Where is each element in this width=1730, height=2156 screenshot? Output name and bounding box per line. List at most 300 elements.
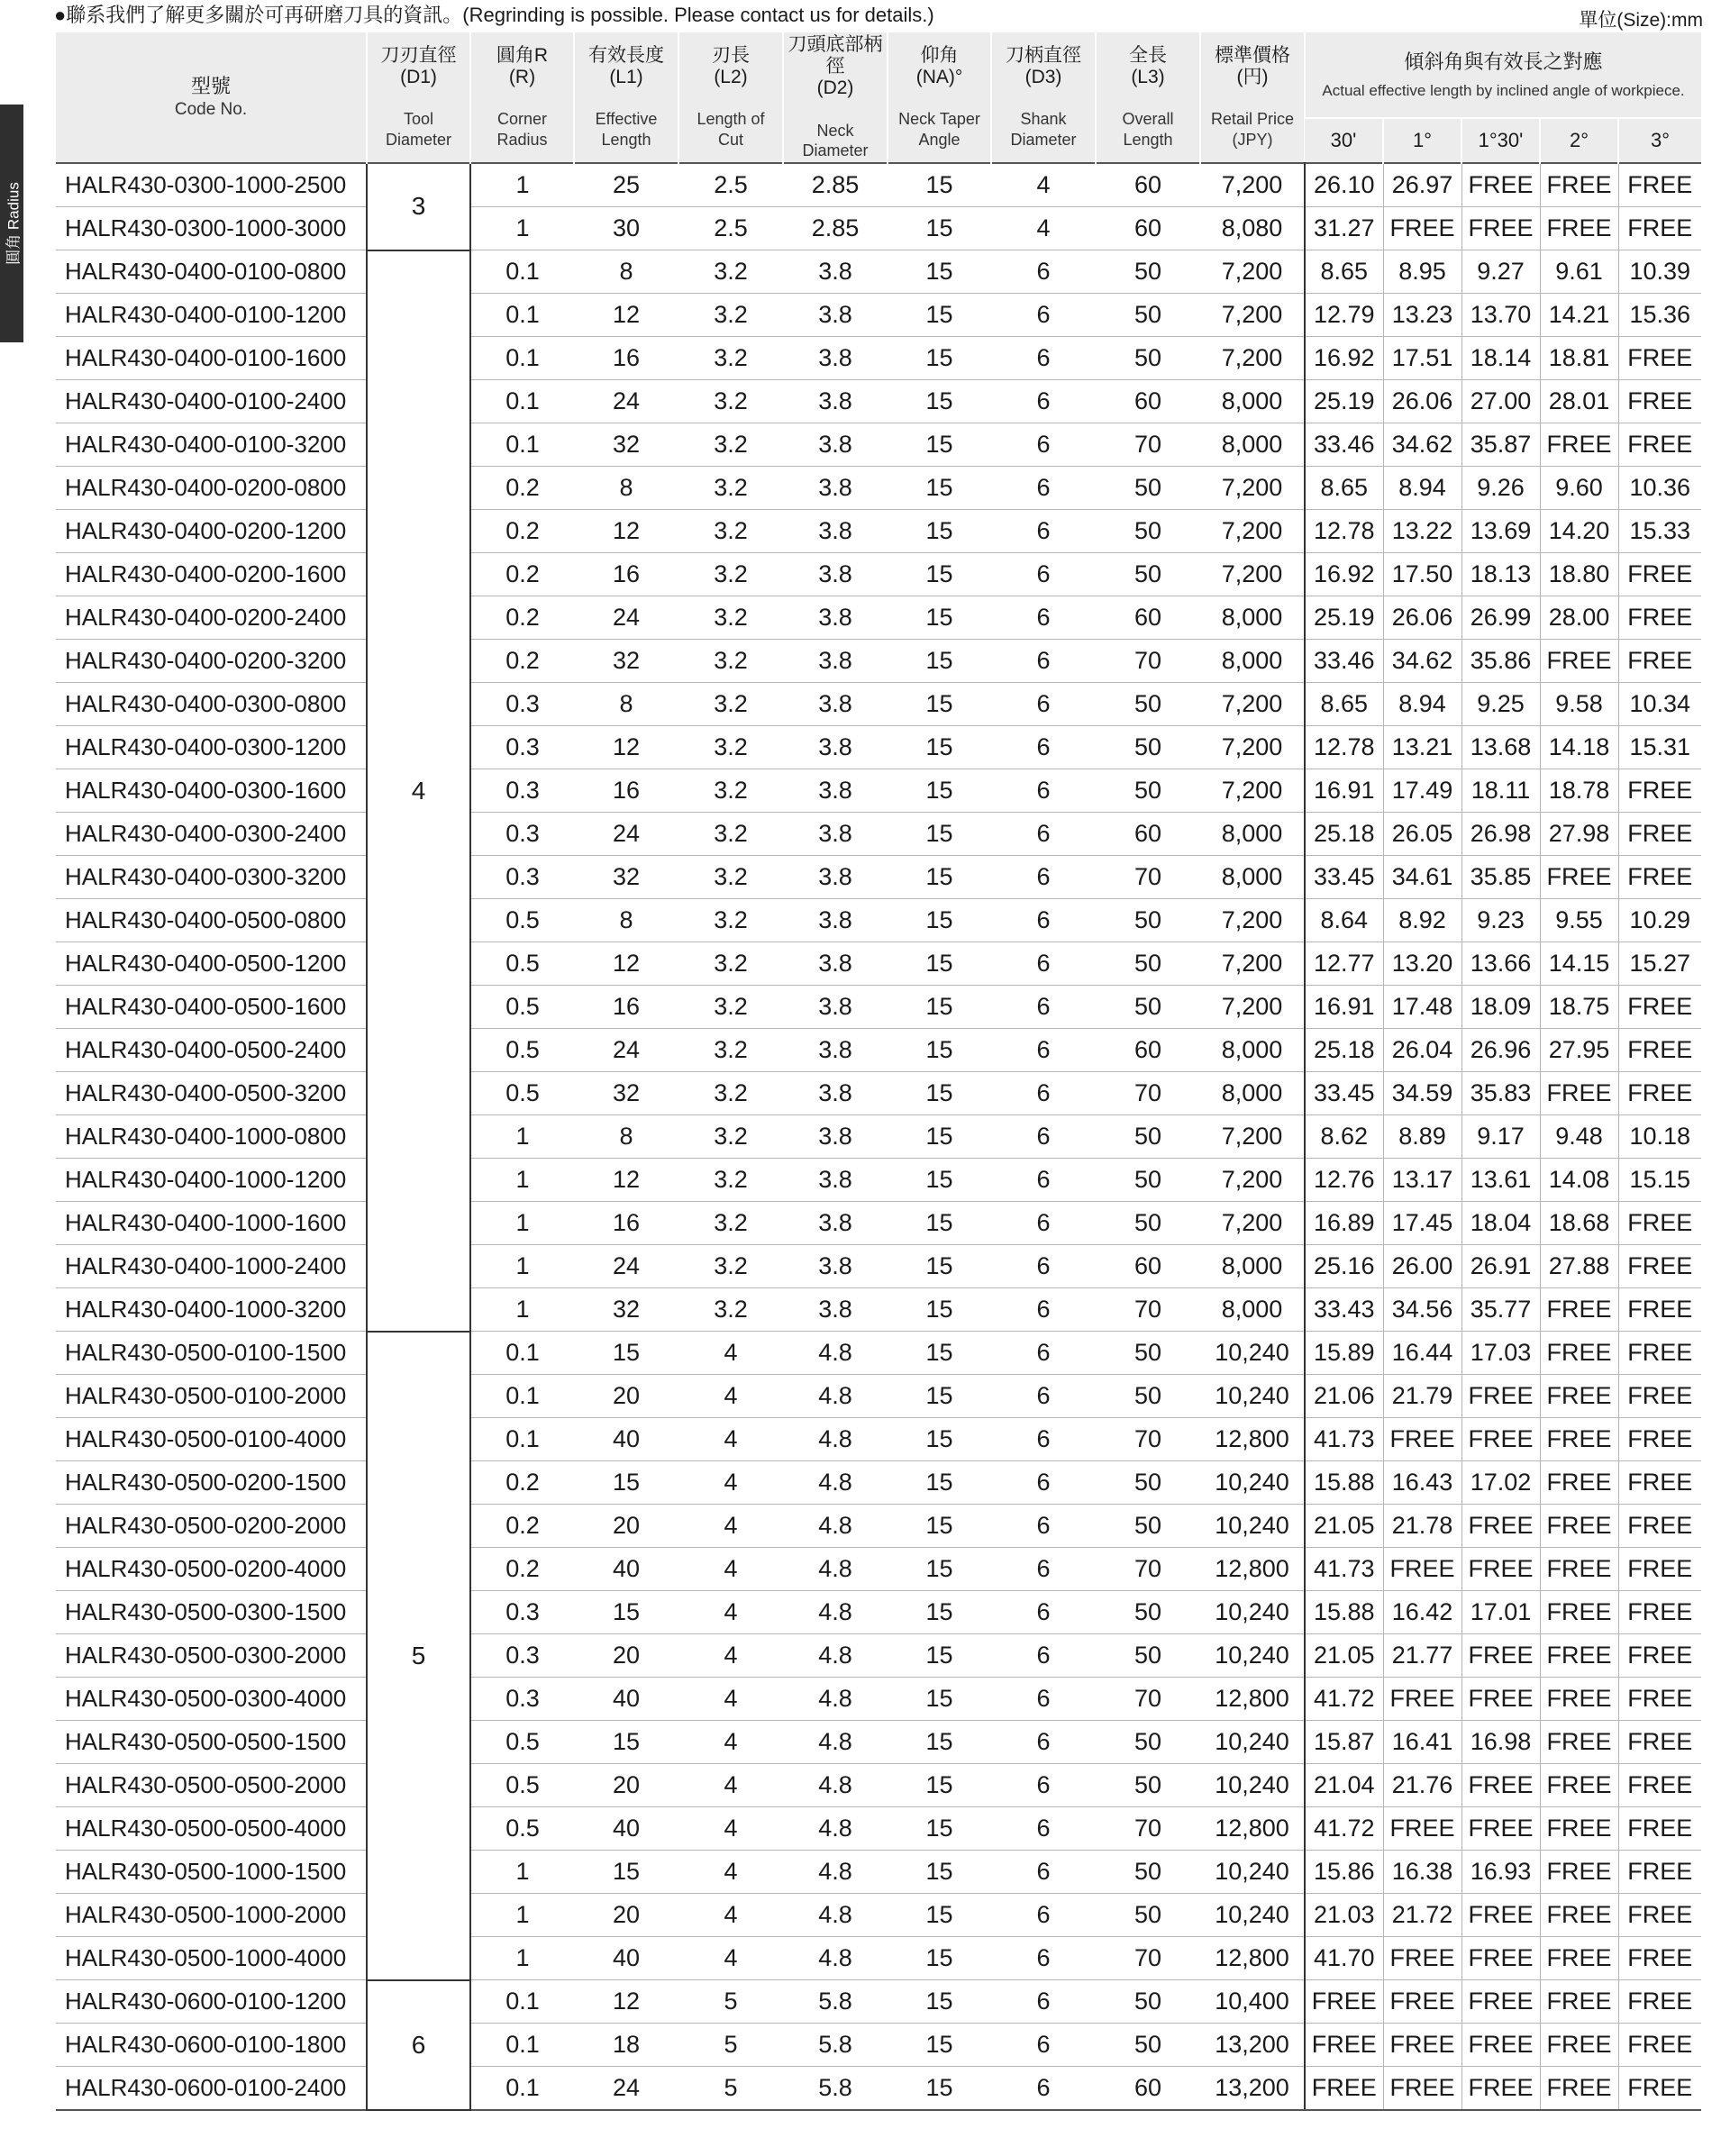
eff-len-3deg-cell: FREE [1618, 1807, 1701, 1851]
eff-len-1deg-cell: 16.42 [1383, 1591, 1461, 1634]
eff-len-1deg-cell: 8.89 [1383, 1115, 1461, 1159]
effective-length-cell: 24 [574, 1245, 678, 1288]
neck-taper-angle-cell: 15 [888, 1375, 991, 1418]
corner-radius-cell: 0.2 [470, 596, 574, 640]
eff-len-30min-cell: FREE [1305, 2067, 1383, 2111]
overall-length-cell: 50 [1096, 1894, 1200, 1937]
shank-diameter-cell: 6 [991, 1894, 1096, 1937]
code-cell: HALR430-0500-0300-2000 [56, 1634, 367, 1678]
code-cell: HALR430-0400-0300-2400 [56, 813, 367, 856]
eff-len-1deg-cell: 21.79 [1383, 1375, 1461, 1418]
corner-radius-cell: 0.5 [470, 899, 574, 942]
neck-diameter-cell: 3.8 [783, 1245, 888, 1288]
eff-len-1deg-cell: FREE [1383, 1980, 1461, 2024]
neck-diameter-cell: 4.8 [783, 1764, 888, 1807]
retail-price-cell: 7,200 [1200, 1202, 1305, 1245]
retail-price-cell: 7,200 [1200, 467, 1305, 510]
eff-len-1deg30min-cell: FREE [1461, 1418, 1540, 1461]
neck-taper-angle-cell: 15 [888, 596, 991, 640]
eff-len-2deg-cell: FREE [1540, 1807, 1618, 1851]
retail-price-cell: 8,000 [1200, 1245, 1305, 1288]
eff-len-1deg30min-cell: 13.68 [1461, 726, 1540, 769]
effective-length-cell: 40 [574, 1807, 678, 1851]
code-cell: HALR430-0500-1000-1500 [56, 1851, 367, 1894]
table-row [56, 1678, 1701, 1721]
eff-len-2deg-cell: 18.80 [1540, 553, 1618, 596]
eff-len-2deg-cell: FREE [1540, 163, 1618, 207]
corner-radius-cell: 0.5 [470, 1029, 574, 1072]
neck-taper-angle-cell: 15 [888, 1980, 991, 2024]
effective-length-cell: 32 [574, 1288, 678, 1332]
eff-len-30min-cell: 21.05 [1305, 1505, 1383, 1548]
effective-length-cell: 8 [574, 1115, 678, 1159]
eff-len-3deg-cell: 15.15 [1618, 1159, 1701, 1202]
length-of-cut-cell: 3.2 [678, 1159, 783, 1202]
neck-diameter-cell: 3.8 [783, 510, 888, 553]
shank-diameter-cell: 6 [991, 1115, 1096, 1159]
eff-len-1deg30min-cell: 9.27 [1461, 250, 1540, 294]
length-of-cut-cell: 4 [678, 1678, 783, 1721]
neck-taper-angle-cell: 15 [888, 640, 991, 683]
corner-radius-cell: 0.3 [470, 1634, 574, 1678]
corner-radius-cell: 0.2 [470, 640, 574, 683]
eff-len-2deg-cell: 9.61 [1540, 250, 1618, 294]
eff-len-1deg30min-cell: 9.23 [1461, 899, 1540, 942]
shank-diameter-cell: 6 [991, 467, 1096, 510]
retail-price-cell: 12,800 [1200, 1418, 1305, 1461]
corner-radius-cell: 0.3 [470, 683, 574, 726]
table-row [56, 1548, 1701, 1591]
effective-length-cell: 8 [574, 899, 678, 942]
neck-taper-angle-cell: 15 [888, 1332, 991, 1375]
eff-len-30min-cell: 8.62 [1305, 1115, 1383, 1159]
table-row [56, 1634, 1701, 1678]
eff-len-2deg-cell: 27.98 [1540, 813, 1618, 856]
length-of-cut-cell: 4 [678, 1764, 783, 1807]
eff-len-1deg30min-cell: 17.02 [1461, 1461, 1540, 1505]
table-row [56, 726, 1701, 769]
shank-diameter-cell: 6 [991, 1461, 1096, 1505]
table-row [56, 1332, 1701, 1375]
corner-radius-cell: 0.2 [470, 1505, 574, 1548]
eff-len-2deg-cell: FREE [1540, 1072, 1618, 1115]
corner-radius-cell: 0.2 [470, 467, 574, 510]
eff-len-1deg30min-cell: 35.77 [1461, 1288, 1540, 1332]
neck-taper-angle-cell: 15 [888, 856, 991, 899]
eff-len-1deg-cell: 8.94 [1383, 683, 1461, 726]
shank-diameter-cell: 6 [991, 942, 1096, 986]
effective-length-cell: 24 [574, 1029, 678, 1072]
neck-taper-angle-cell: 15 [888, 1505, 991, 1548]
effective-length-cell: 12 [574, 294, 678, 337]
length-of-cut-cell: 3.2 [678, 683, 783, 726]
eff-len-2deg-cell: FREE [1540, 2024, 1618, 2067]
effective-length-cell: 20 [574, 1375, 678, 1418]
code-cell: HALR430-0400-0100-1200 [56, 294, 367, 337]
eff-len-1deg30min-cell: 13.70 [1461, 294, 1540, 337]
neck-diameter-cell: 3.8 [783, 899, 888, 942]
eff-len-1deg30min-cell: 9.26 [1461, 467, 1540, 510]
effective-length-cell: 15 [574, 1461, 678, 1505]
code-cell: HALR430-0500-0500-4000 [56, 1807, 367, 1851]
eff-len-30min-cell: 21.04 [1305, 1764, 1383, 1807]
neck-diameter-cell: 4.8 [783, 1332, 888, 1375]
eff-len-30min-cell: 12.78 [1305, 726, 1383, 769]
overall-length-cell: 50 [1096, 1980, 1200, 2024]
eff-len-30min-cell: 16.91 [1305, 769, 1383, 813]
eff-len-30min-cell: 25.18 [1305, 1029, 1383, 1072]
eff-len-30min-cell: 33.46 [1305, 640, 1383, 683]
eff-len-1deg30min-cell: FREE [1461, 1678, 1540, 1721]
retail-price-cell: 8,000 [1200, 380, 1305, 423]
effective-length-cell: 30 [574, 207, 678, 250]
shank-diameter-cell: 6 [991, 510, 1096, 553]
eff-len-1deg30min-cell: 9.25 [1461, 683, 1540, 726]
table-row [56, 2024, 1701, 2067]
corner-radius-cell: 1 [470, 1851, 574, 1894]
eff-len-1deg30min-cell: 35.87 [1461, 423, 1540, 467]
eff-len-2deg-cell: FREE [1540, 1634, 1618, 1678]
neck-taper-angle-cell: 15 [888, 1418, 991, 1461]
eff-len-1deg30min-cell: 18.14 [1461, 337, 1540, 380]
eff-len-1deg-cell: 26.06 [1383, 380, 1461, 423]
eff-len-30min-cell: 8.65 [1305, 683, 1383, 726]
eff-len-2deg-cell: FREE [1540, 1505, 1618, 1548]
corner-radius-cell: 0.1 [470, 2067, 574, 2111]
table-row [56, 1721, 1701, 1764]
eff-len-2deg-cell: FREE [1540, 1375, 1618, 1418]
effective-length-cell: 20 [574, 1894, 678, 1937]
length-of-cut-cell: 5 [678, 1980, 783, 2024]
length-of-cut-cell: 3.2 [678, 553, 783, 596]
overall-length-cell: 70 [1096, 1807, 1200, 1851]
neck-diameter-cell: 5.8 [783, 1980, 888, 2024]
code-cell: HALR430-0400-0100-0800 [56, 250, 367, 294]
table-row [56, 986, 1701, 1029]
neck-diameter-cell: 4.8 [783, 1678, 888, 1721]
retail-price-cell: 12,800 [1200, 1937, 1305, 1980]
overall-length-cell: 50 [1096, 1721, 1200, 1764]
neck-taper-angle-cell: 15 [888, 2024, 991, 2067]
neck-taper-angle-cell: 15 [888, 380, 991, 423]
length-of-cut-cell: 3.2 [678, 986, 783, 1029]
eff-len-1deg30min-cell: FREE [1461, 163, 1540, 207]
eff-len-1deg-cell: 26.04 [1383, 1029, 1461, 1072]
table-row [56, 640, 1701, 683]
retail-price-cell: 10,240 [1200, 1332, 1305, 1375]
eff-len-1deg30min-cell: 13.61 [1461, 1159, 1540, 1202]
length-of-cut-cell: 3.2 [678, 769, 783, 813]
length-of-cut-cell: 3.2 [678, 337, 783, 380]
overall-length-cell: 70 [1096, 1678, 1200, 1721]
eff-len-3deg-cell: FREE [1618, 553, 1701, 596]
eff-len-3deg-cell: FREE [1618, 596, 1701, 640]
code-cell: HALR430-0400-1000-2400 [56, 1245, 367, 1288]
neck-diameter-cell: 3.8 [783, 467, 888, 510]
effective-length-cell: 24 [574, 596, 678, 640]
overall-length-cell: 60 [1096, 1245, 1200, 1288]
neck-taper-angle-cell: 15 [888, 899, 991, 942]
retail-price-cell: 10,240 [1200, 1505, 1305, 1548]
length-of-cut-cell: 3.2 [678, 510, 783, 553]
overall-length-cell: 60 [1096, 380, 1200, 423]
eff-len-2deg-cell: FREE [1540, 1288, 1618, 1332]
neck-diameter-cell: 3.8 [783, 1115, 888, 1159]
effective-length-cell: 20 [574, 1505, 678, 1548]
eff-len-2deg-cell: FREE [1540, 640, 1618, 683]
effective-length-cell: 16 [574, 1202, 678, 1245]
eff-len-3deg-cell: FREE [1618, 163, 1701, 207]
neck-taper-angle-cell: 15 [888, 942, 991, 986]
eff-len-3deg-cell: FREE [1618, 1980, 1701, 2024]
eff-len-1deg30min-cell: FREE [1461, 207, 1540, 250]
length-of-cut-cell: 4 [678, 1375, 783, 1418]
corner-radius-cell: 1 [470, 1159, 574, 1202]
table-row [56, 1980, 1701, 2024]
length-of-cut-cell: 3.2 [678, 1029, 783, 1072]
neck-diameter-cell: 3.8 [783, 640, 888, 683]
effective-length-cell: 32 [574, 1072, 678, 1115]
corner-radius-cell: 0.1 [470, 1332, 574, 1375]
eff-len-1deg30min-cell: 17.01 [1461, 1591, 1540, 1634]
code-cell: HALR430-0500-0100-1500 [56, 1332, 367, 1375]
retail-price-cell: 7,200 [1200, 683, 1305, 726]
unit-label: 單位(Size):mm [1579, 10, 1703, 31]
shank-diameter-cell: 6 [991, 813, 1096, 856]
retail-price-cell: 7,200 [1200, 1159, 1305, 1202]
shank-diameter-cell: 6 [991, 2024, 1096, 2067]
overall-length-cell: 50 [1096, 510, 1200, 553]
overall-length-cell: 50 [1096, 1764, 1200, 1807]
code-cell: HALR430-0400-0100-1600 [56, 337, 367, 380]
shank-diameter-cell: 6 [991, 1505, 1096, 1548]
eff-len-1deg30min-cell: FREE [1461, 1634, 1540, 1678]
effective-length-cell: 12 [574, 726, 678, 769]
eff-len-1deg-cell: 21.76 [1383, 1764, 1461, 1807]
neck-diameter-cell: 3.8 [783, 1159, 888, 1202]
neck-diameter-cell: 4.8 [783, 1851, 888, 1894]
retail-price-cell: 7,200 [1200, 769, 1305, 813]
neck-taper-angle-cell: 15 [888, 553, 991, 596]
neck-taper-angle-cell: 15 [888, 726, 991, 769]
eff-len-3deg-cell: 10.39 [1618, 250, 1701, 294]
shank-diameter-cell: 6 [991, 1634, 1096, 1678]
neck-diameter-cell: 3.8 [783, 1072, 888, 1115]
eff-len-1deg30min-cell: 16.93 [1461, 1851, 1540, 1894]
shank-diameter-cell: 6 [991, 899, 1096, 942]
table-row [56, 683, 1701, 726]
eff-len-30min-cell: 41.72 [1305, 1807, 1383, 1851]
eff-len-30min-cell: 8.65 [1305, 250, 1383, 294]
effective-length-cell: 8 [574, 250, 678, 294]
eff-len-3deg-cell: FREE [1618, 640, 1701, 683]
overall-length-cell: 50 [1096, 1461, 1200, 1505]
corner-radius-cell: 0.1 [470, 294, 574, 337]
eff-len-1deg-cell: FREE [1383, 207, 1461, 250]
eff-len-1deg30min-cell: 18.11 [1461, 769, 1540, 813]
eff-len-30min-cell: 12.79 [1305, 294, 1383, 337]
overall-length-cell: 70 [1096, 1288, 1200, 1332]
shank-diameter-cell: 6 [991, 1332, 1096, 1375]
header-angle-3deg: 3° [1618, 118, 1701, 163]
length-of-cut-cell: 3.2 [678, 856, 783, 899]
shank-diameter-cell: 4 [991, 207, 1096, 250]
eff-len-30min-cell: 15.87 [1305, 1721, 1383, 1764]
eff-len-1deg-cell: FREE [1383, 2024, 1461, 2067]
neck-taper-angle-cell: 15 [888, 1721, 991, 1764]
eff-len-1deg-cell: 21.78 [1383, 1505, 1461, 1548]
eff-len-1deg30min-cell: 9.17 [1461, 1115, 1540, 1159]
eff-len-2deg-cell: 9.60 [1540, 467, 1618, 510]
corner-radius-cell: 0.5 [470, 1807, 574, 1851]
retail-price-cell: 8,000 [1200, 596, 1305, 640]
header-shank-diameter: 刀柄直徑 (D3) Shank Diameter [991, 32, 1096, 163]
eff-len-1deg-cell: FREE [1383, 1548, 1461, 1591]
length-of-cut-cell: 4 [678, 1851, 783, 1894]
eff-len-1deg-cell: 26.05 [1383, 813, 1461, 856]
effective-length-cell: 20 [574, 1634, 678, 1678]
eff-len-1deg-cell: 26.06 [1383, 596, 1461, 640]
code-cell: HALR430-0400-0200-1600 [56, 553, 367, 596]
overall-length-cell: 50 [1096, 2024, 1200, 2067]
eff-len-1deg-cell: FREE [1383, 1418, 1461, 1461]
shank-diameter-cell: 6 [991, 294, 1096, 337]
length-of-cut-cell: 3.2 [678, 1245, 783, 1288]
overall-length-cell: 50 [1096, 1634, 1200, 1678]
shank-diameter-cell: 6 [991, 1721, 1096, 1764]
eff-len-1deg30min-cell: 16.98 [1461, 1721, 1540, 1764]
overall-length-cell: 50 [1096, 1202, 1200, 1245]
effective-length-cell: 18 [574, 2024, 678, 2067]
corner-radius-cell: 0.1 [470, 380, 574, 423]
retail-price-cell: 7,200 [1200, 1115, 1305, 1159]
eff-len-3deg-cell: FREE [1618, 1721, 1701, 1764]
tool-diameter-cell: 5 [367, 1332, 470, 1980]
overall-length-cell: 50 [1096, 1115, 1200, 1159]
eff-len-1deg30min-cell: FREE [1461, 1894, 1540, 1937]
eff-len-1deg-cell: 13.17 [1383, 1159, 1461, 1202]
neck-diameter-cell: 3.8 [783, 553, 888, 596]
neck-taper-angle-cell: 15 [888, 813, 991, 856]
effective-length-cell: 25 [574, 163, 678, 207]
corner-radius-cell: 0.1 [470, 1980, 574, 2024]
eff-len-1deg-cell: FREE [1383, 2067, 1461, 2111]
code-cell: HALR430-0400-0200-1200 [56, 510, 367, 553]
neck-taper-angle-cell: 15 [888, 207, 991, 250]
neck-taper-angle-cell: 15 [888, 1159, 991, 1202]
regrinding-note: ●聯系我們了解更多關於可再研磨刀具的資訊。(Regrinding is possible. Please contact us for details.) [54, 4, 934, 26]
code-cell: HALR430-0400-0500-3200 [56, 1072, 367, 1115]
shank-diameter-cell: 6 [991, 1678, 1096, 1721]
neck-diameter-cell: 4.8 [783, 1634, 888, 1678]
retail-price-cell: 10,240 [1200, 1721, 1305, 1764]
overall-length-cell: 50 [1096, 1375, 1200, 1418]
eff-len-1deg-cell: 13.23 [1383, 294, 1461, 337]
eff-len-30min-cell: 26.10 [1305, 163, 1383, 207]
neck-taper-angle-cell: 15 [888, 1851, 991, 1894]
eff-len-3deg-cell: FREE [1618, 1418, 1701, 1461]
retail-price-cell: 7,200 [1200, 899, 1305, 942]
eff-len-1deg-cell: 16.38 [1383, 1851, 1461, 1894]
neck-diameter-cell: 3.8 [783, 1202, 888, 1245]
code-cell: HALR430-0500-1000-2000 [56, 1894, 367, 1937]
corner-radius-cell: 1 [470, 1894, 574, 1937]
eff-len-1deg30min-cell: FREE [1461, 1548, 1540, 1591]
eff-len-1deg-cell: 13.22 [1383, 510, 1461, 553]
eff-len-1deg30min-cell: 27.00 [1461, 380, 1540, 423]
table-row [56, 1505, 1701, 1548]
shank-diameter-cell: 6 [991, 596, 1096, 640]
corner-radius-cell: 0.2 [470, 1548, 574, 1591]
retail-price-cell: 8,080 [1200, 207, 1305, 250]
eff-len-2deg-cell: FREE [1540, 1980, 1618, 2024]
retail-price-cell: 7,200 [1200, 337, 1305, 380]
effective-length-cell: 16 [574, 986, 678, 1029]
eff-len-30min-cell: 8.64 [1305, 899, 1383, 942]
neck-diameter-cell: 3.8 [783, 683, 888, 726]
eff-len-1deg-cell: 34.62 [1383, 640, 1461, 683]
shank-diameter-cell: 6 [991, 986, 1096, 1029]
eff-len-3deg-cell: FREE [1618, 1764, 1701, 1807]
eff-len-1deg30min-cell: 13.69 [1461, 510, 1540, 553]
shank-diameter-cell: 6 [991, 1418, 1096, 1461]
length-of-cut-cell: 4 [678, 1461, 783, 1505]
retail-price-cell: 10,240 [1200, 1894, 1305, 1937]
effective-length-cell: 40 [574, 1937, 678, 1980]
table-row [56, 942, 1701, 986]
overall-length-cell: 70 [1096, 640, 1200, 683]
corner-radius-cell: 1 [470, 163, 574, 207]
neck-diameter-cell: 3.8 [783, 726, 888, 769]
neck-taper-angle-cell: 15 [888, 1115, 991, 1159]
tool-diameter-cell: 3 [367, 163, 470, 250]
effective-length-cell: 16 [574, 769, 678, 813]
neck-diameter-cell: 3.8 [783, 294, 888, 337]
eff-len-3deg-cell: 15.36 [1618, 294, 1701, 337]
retail-price-cell: 10,240 [1200, 1634, 1305, 1678]
eff-len-3deg-cell: FREE [1618, 423, 1701, 467]
eff-len-1deg-cell: 16.41 [1383, 1721, 1461, 1764]
corner-radius-cell: 0.3 [470, 769, 574, 813]
eff-len-3deg-cell: FREE [1618, 1678, 1701, 1721]
eff-len-1deg-cell: 16.43 [1383, 1461, 1461, 1505]
neck-taper-angle-cell: 15 [888, 163, 991, 207]
length-of-cut-cell: 4 [678, 1807, 783, 1851]
shank-diameter-cell: 6 [991, 1029, 1096, 1072]
shank-diameter-cell: 6 [991, 1159, 1096, 1202]
shank-diameter-cell: 4 [991, 163, 1096, 207]
eff-len-3deg-cell: FREE [1618, 1461, 1701, 1505]
table-body [56, 163, 1701, 2110]
table-row [56, 596, 1701, 640]
table-row [56, 1202, 1701, 1245]
length-of-cut-cell: 3.2 [678, 380, 783, 423]
corner-radius-cell: 0.1 [470, 423, 574, 467]
neck-diameter-cell: 3.8 [783, 423, 888, 467]
shank-diameter-cell: 6 [991, 1937, 1096, 1980]
eff-len-2deg-cell: FREE [1540, 1548, 1618, 1591]
eff-len-30min-cell: 15.86 [1305, 1851, 1383, 1894]
shank-diameter-cell: 6 [991, 1072, 1096, 1115]
eff-len-3deg-cell: FREE [1618, 1591, 1701, 1634]
effective-length-cell: 8 [574, 683, 678, 726]
eff-len-30min-cell: 12.78 [1305, 510, 1383, 553]
eff-len-30min-cell: 33.46 [1305, 423, 1383, 467]
eff-len-1deg-cell: 17.50 [1383, 553, 1461, 596]
retail-price-cell: 8,000 [1200, 813, 1305, 856]
eff-len-1deg30min-cell: 35.85 [1461, 856, 1540, 899]
shank-diameter-cell: 6 [991, 2067, 1096, 2111]
